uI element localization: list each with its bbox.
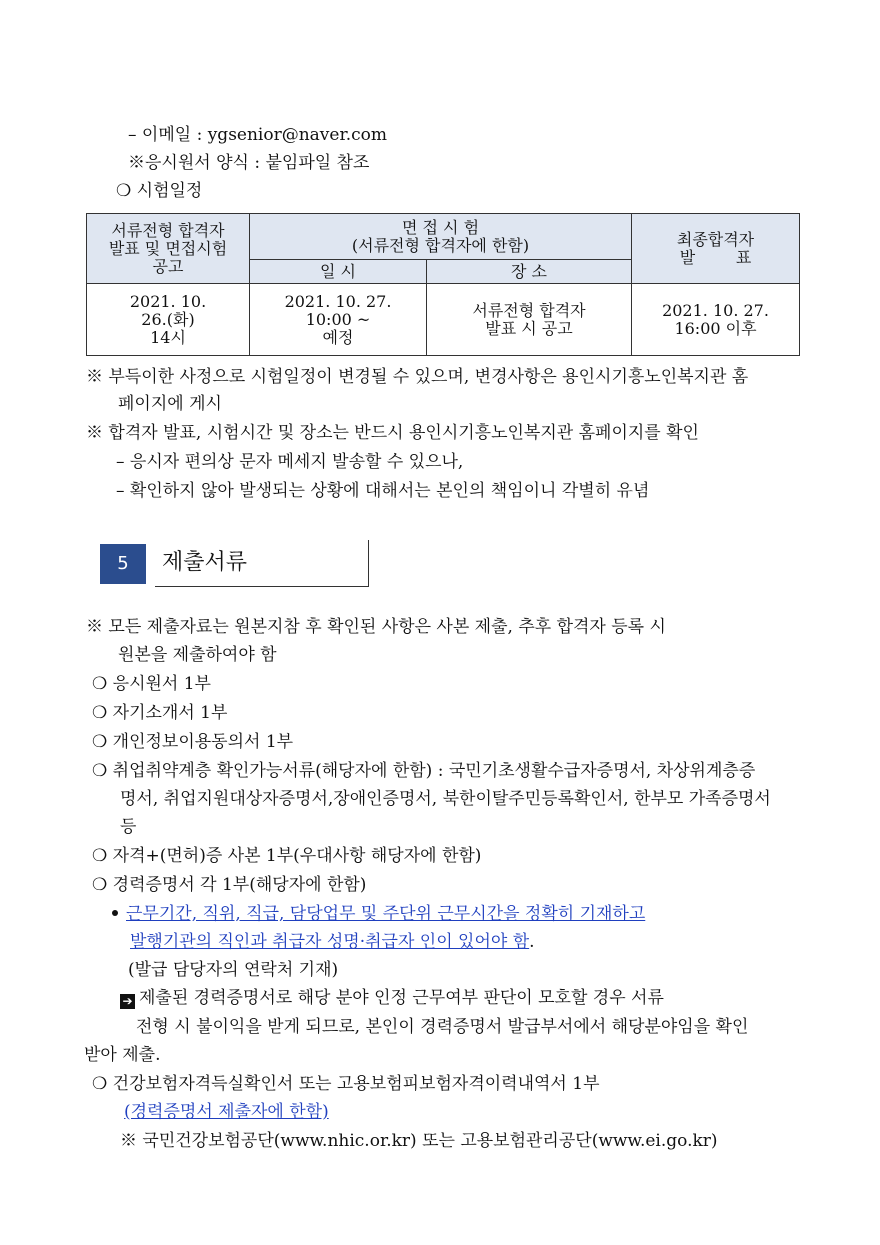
schedule-heading: ❍ 시험일정: [116, 181, 203, 201]
career-warning-cont: 전형 시 불이익을 받게 되므로, 본인이 경력증명서 발급부서에서 해당분야임을 확인: [136, 1017, 749, 1037]
responsibility-note: – 확인하지 않아 발생되는 상황에 대해서는 본인의 책임이니 각별히 유념: [116, 481, 650, 501]
schedule-change-note: ※ 부득이한 사정으로 시험일정이 변경될 수 있으며, 변경사항은 용인시기흥노인복지관 홈: [86, 367, 749, 387]
section-divider: [368, 540, 369, 587]
section-underline: [155, 586, 369, 587]
check-homepage-note: ※ 합격자 발표, 시험시간 및 장소는 반드시 용인시기흥노인복지관 홈페이지를 확인: [86, 423, 699, 443]
doc-item-self-intro: ❍ 자기소개서 1부: [92, 703, 228, 723]
docs-intro: ※ 모든 제출자료는 원본지참 후 확인된 사항은 사본 제출, 추후 합격자 등록 시: [86, 617, 666, 637]
career-requirement-cont: 발행기관의 직인과 취급자 성명·취급자 인이 있어야 함.: [130, 932, 535, 952]
career-warning-end: 받아 제출.: [84, 1045, 161, 1065]
final-result-header: 최종합격자 발 표: [632, 214, 800, 284]
doc-item-application: ❍ 응시원서 1부: [92, 674, 211, 694]
section-number: 5: [100, 544, 146, 584]
exam-schedule-table: [86, 213, 800, 356]
doc-item-vulnerable: ❍ 취업취약계층 확인가능서류(해당자에 한함) : 국민기초생활수급자증명서, 차상위계층증: [92, 761, 756, 781]
section-title: 제출서류: [162, 550, 248, 575]
career-requirement: 근무기간, 직위, 직급, 담당업무 및 주단위 근무시간을 정확히 기재하고: [112, 903, 645, 925]
email-line: – 이메일 : ygsenior@naver.com: [128, 125, 388, 145]
final-result-cell: 2021. 10. 27. 16:00 이후: [632, 284, 800, 356]
arrow-right-icon: ➔: [120, 994, 135, 1009]
bullet-icon: [112, 910, 118, 916]
insurance-condition: (경력증명서 제출자에 한함): [124, 1102, 329, 1122]
docs-intro-cont: 원본을 제출하여야 함: [118, 645, 277, 665]
interview-date-cell: 2021. 10. 27. 10:00 ~ 예정: [250, 284, 427, 356]
doc-item-vulnerable-end: 등: [120, 817, 137, 837]
career-warning: ➔ 제출된 경력증명서로 해당 분야 인정 근무여부 판단이 모호할 경우 서류: [120, 987, 664, 1009]
doc-item-license: ❍ 자격+(면허)증 사본 1부(우대사항 해당자에 한함): [92, 846, 482, 866]
sms-note: – 응시자 편의상 문자 메세지 발송할 수 있으나,: [116, 452, 464, 472]
career-contact-note: (발급 담당자의 연락처 기재): [128, 960, 339, 980]
interview-date-header: 일 시: [250, 260, 427, 284]
doc-item-career: ❍ 경력증명서 각 1부(해당자에 한함): [92, 875, 367, 895]
doc-item-privacy-consent: ❍ 개인정보이용동의서 1부: [92, 732, 294, 752]
announcement-date-cell: 2021. 10. 26.(화) 14시: [87, 284, 250, 356]
schedule-change-note-cont: 페이지에 게시: [118, 394, 222, 414]
interview-header: 면 접 시 험 (서류전형 합격자에 한함): [250, 214, 632, 260]
interview-place-header: 장 소: [427, 260, 632, 284]
application-form-note: ※응시원서 양식 : 붙임파일 참조: [128, 153, 370, 173]
interview-place-cell: 서류전형 합격자 발표 시 공고: [427, 284, 632, 356]
doc-item-vulnerable-cont: 명서, 취업지원대상자증명서,장애인증명서, 북한이탈주민등록확인서, 한부모 가족증명서: [120, 789, 771, 809]
doc-item-insurance: ❍ 건강보험자격득실확인서 또는 고용보험피보험자격이력내역서 1부: [92, 1074, 600, 1094]
insurance-sites: ※ 국민건강보험공단(www.nhic.or.kr) 또는 고용보험관리공단(www.ei.go.kr): [120, 1131, 718, 1151]
announcement-header: 서류전형 합격자 발표 및 면접시험 공고: [87, 214, 250, 284]
